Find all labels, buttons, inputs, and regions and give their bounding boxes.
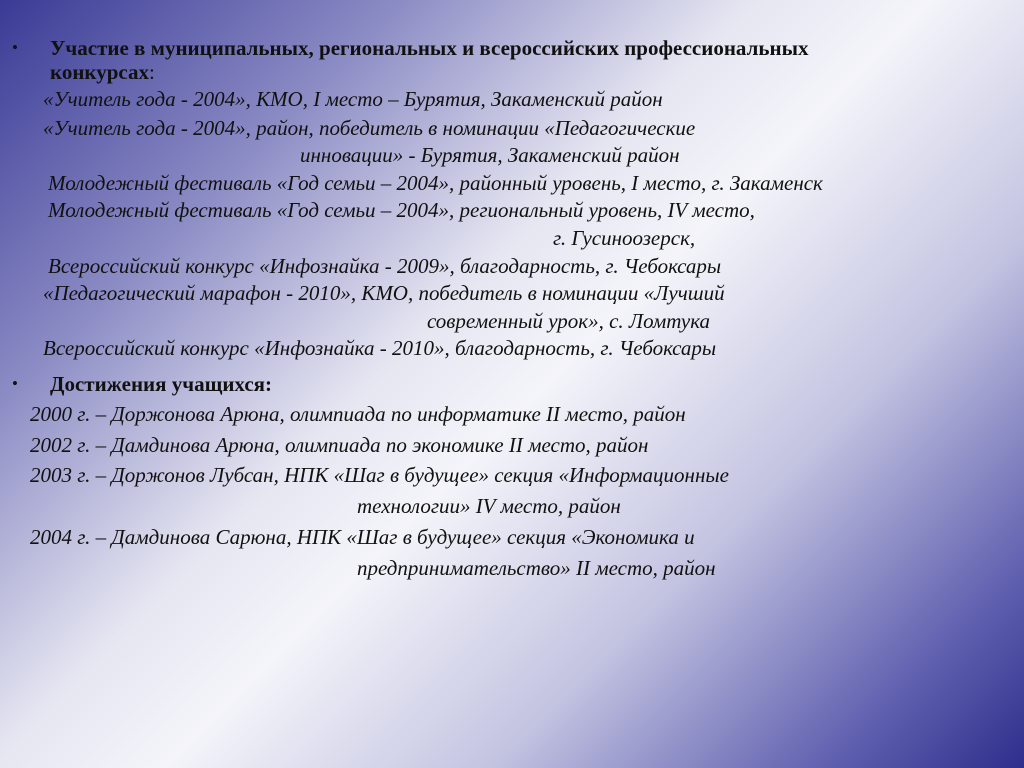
section-heading-contests (50, 35, 809, 61)
achievement-item: 2003 г. – Доржонов Лубсан, НПК «Шаг в будущее» секция «Информационные (30, 463, 729, 487)
contest-item: «Педагогический марафон - 2010», КМО, победитель в номинации «Лучший (43, 281, 725, 305)
heading-line-1: Участие в муниципальных, региональных и всероссийских профессиональных (50, 36, 809, 60)
contest-item: «Учитель года - 2004», КМО, I место – Бурятия, Закаменский район (43, 87, 663, 111)
bullet-icon: • (12, 38, 18, 57)
contest-item: Всероссийский конкурс «Инфознайка - 2009», благодарность, г. Чебоксары (48, 254, 722, 278)
contest-item: «Учитель года - 2004», район, победитель в номинации «Педагогические (43, 116, 696, 140)
achievement-item-continuation: технологии» IV место, район (357, 494, 621, 518)
section-heading-achievements: Достижения учащихся: (50, 372, 273, 396)
contest-item-continuation: современный урок», с. Ломтука (427, 309, 711, 333)
contest-item-continuation: инновации» - Бурятия, Закаменский район (300, 143, 680, 167)
heading-line-2: конкурсах (50, 60, 149, 84)
heading-colon: : (148, 60, 155, 84)
achievement-item: 2004 г. – Дамдинова Сарюна, НПК «Шаг в будущее» секция «Экономика и (30, 525, 695, 549)
achievement-item-continuation: предпринимательство» II место, район (357, 556, 716, 580)
achievement-item: 2002 г. – Дамдинова Арюна, олимпиада по экономике II место, район (30, 433, 649, 457)
contest-item: Молодежный фестиваль «Год семьи – 2004», районный уровень, I место, г. Закаменск (48, 171, 823, 195)
bullet-icon: • (12, 374, 18, 393)
section-heading-contests-cont (50, 59, 155, 85)
achievement-item: 2000 г. – Доржонова Арюна, олимпиада по информатике II место, район (30, 402, 686, 426)
contest-item: Молодежный фестиваль «Год семьи – 2004», региональный уровень, IV место, (48, 198, 755, 222)
contest-item: Всероссийский конкурс «Инфознайка - 2010», благодарность, г. Чебоксары (43, 336, 717, 360)
contest-item-continuation: г. Гусиноозерск, (553, 226, 696, 250)
